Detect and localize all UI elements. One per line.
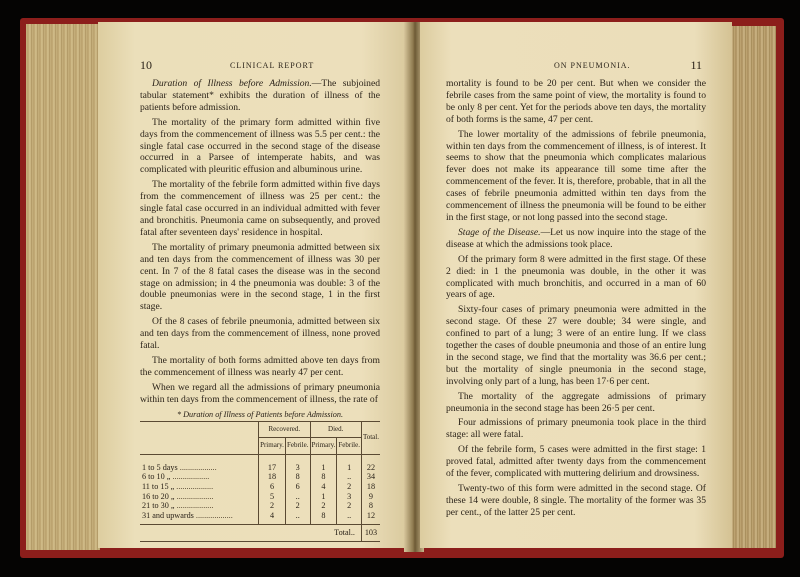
paragraph: Of the primary form 8 were admitted in the first stage. Of these 2 died: in 1 the pneumonia was double, in the other it was complicated with much bronchitis, and occurred in a man of 60 years of age. bbox=[446, 253, 706, 301]
right-running-head bbox=[446, 60, 706, 78]
duration-table bbox=[140, 421, 380, 542]
cell: 3 bbox=[337, 492, 362, 502]
total-value: 103 bbox=[361, 525, 380, 542]
paragraph: Of the 8 cases of febrile pneumonia, admitted between six and ten days from the commencement of illness, none proved fatal. bbox=[140, 316, 380, 352]
table-row bbox=[140, 454, 380, 472]
right-page-edges bbox=[728, 26, 776, 548]
cell: 18 bbox=[361, 482, 380, 492]
cell: 17 bbox=[259, 454, 286, 472]
table-total-row bbox=[140, 525, 380, 542]
paragraph: Sixty-four cases of primary pneumonia were admitted in the second stage. Of these 27 were double; 34 were single, and confined to part of a lung; 3 were of an entire lung. If we class together the cases of double pneumonia and those of an entire lung in the second stage, we find that the mortality was 36.6 per cent.; but the mortality of single pneumonia in the second stage, involving only part of a lung, has been 17·6 per cent. bbox=[446, 304, 706, 387]
section-heading: Duration of Illness before Admission. bbox=[152, 78, 312, 89]
cell: 8 bbox=[310, 511, 337, 525]
paragraph: The mortality of the aggregate admissions of primary pneumonia in the second stage has been 26·5 per cent. bbox=[446, 390, 706, 414]
paragraph: mortality is found to be 20 per cent. But when we consider the febrile cases from the same point of view, the mortality is found to be only 8 per cent. Yet for the periods above ten days, the mortality of both forms is the same, 47 per cent. bbox=[446, 78, 706, 125]
row-label: 6 to 10 „ .................. bbox=[142, 472, 210, 482]
right-page-number: 11 bbox=[690, 58, 702, 72]
paragraph: When we regard all the admissions of primary pneumonia within ten days from the commencement of illness, the rate of bbox=[140, 381, 380, 405]
cell: .. bbox=[285, 511, 310, 525]
header-total: Total. bbox=[361, 421, 380, 454]
cell: .. bbox=[337, 511, 362, 525]
cell: 9 bbox=[361, 492, 380, 502]
cell: 8 bbox=[310, 472, 337, 482]
cell: 6 bbox=[285, 482, 310, 492]
cell: 2 bbox=[259, 501, 286, 511]
right-page bbox=[420, 22, 732, 548]
paragraph: The mortality of both forms admitted above ten days from the commencement of illness was nearly 47 per cent. bbox=[140, 354, 380, 378]
paragraph bbox=[446, 227, 706, 251]
cell: 1 bbox=[310, 492, 337, 502]
cell: 4 bbox=[259, 511, 286, 525]
paragraph: Four admissions of primary pneumonia took place in the third stage: all were fatal. bbox=[446, 417, 706, 441]
cell: 34 bbox=[361, 472, 380, 482]
table-caption: * Duration of Illness of Patients before Admission. bbox=[176, 409, 344, 419]
left-page bbox=[98, 22, 408, 548]
header-primary: Primary. bbox=[259, 438, 286, 455]
cell: 18 bbox=[259, 472, 286, 482]
cell: 2 bbox=[337, 482, 362, 492]
paragraph: Of the febrile form, 5 cases were admitted in the first stage: 1 proved fatal, admitted after twenty days from the commencement of the fever, complicated with muttering delirium and drowsiness. bbox=[446, 444, 706, 480]
right-running-title: ON PNEUMONIA. bbox=[554, 61, 631, 70]
cell: 1 bbox=[337, 454, 362, 472]
cell: 2 bbox=[310, 501, 337, 511]
cell: 1 bbox=[310, 454, 337, 472]
paragraph: The lower mortality of the admissions of febrile pneumonia, within ten days from the commencement of illness, is of interest. It seems to show that the pneumonia which complicates malarious fever does not make its appearance till some time after the commencement of the fever. It is, therefore, probable, that in all the cases of febrile pneumonia admitted within ten days from the commencement of illness the pneumonia will be found to be either in the first stage, or not long passed into the second stage. bbox=[446, 128, 706, 223]
cell: 4 bbox=[310, 482, 337, 492]
cell: .. bbox=[285, 492, 310, 502]
table-row bbox=[140, 492, 380, 502]
header-primary: Primary. bbox=[310, 438, 337, 455]
header-died: Died. bbox=[310, 421, 361, 438]
table-row bbox=[140, 511, 380, 525]
table-corner bbox=[140, 421, 259, 454]
header-febrile: Febrile. bbox=[285, 438, 310, 455]
cell: 8 bbox=[285, 472, 310, 482]
paragraph: The mortality of primary pneumonia admitted between six and ten days from the commencement of illness was 30 per cent. In 7 of the 8 fatal cases the disease was in the second stage on admission; in 4 the pneumonia was double: 3 of the double pneumonias were in the second stage, 1 in the first stage. bbox=[140, 241, 380, 313]
cell: 6 bbox=[259, 482, 286, 492]
cell: 2 bbox=[337, 501, 362, 511]
paragraph-text: —The subjoined tabular statement* exhibits the duration of illness of the patients before admission. bbox=[140, 78, 381, 113]
table-row bbox=[140, 482, 380, 492]
header-febrile: Febrile. bbox=[337, 438, 362, 455]
header-recovered: Recovered. bbox=[259, 421, 310, 438]
cell: 12 bbox=[361, 511, 380, 525]
row-label: 31 and upwards .................. bbox=[142, 510, 233, 520]
row-label: 11 to 15 „ .................. bbox=[142, 481, 214, 491]
paragraph bbox=[140, 78, 380, 114]
cell: 2 bbox=[285, 501, 310, 511]
cell: 22 bbox=[361, 454, 380, 472]
section-heading: Stage of the Disease. bbox=[458, 226, 541, 238]
paragraph: The mortality of the febrile form admitted within five days from the commencement of illness was 25 per cent.: the single fatal case occurred in an individual admitted with fever and bronchitis. Pneumonia came on subsequently, and proved fatal after seventeen days' residence in hospital. bbox=[140, 179, 380, 238]
cell: .. bbox=[337, 472, 362, 482]
table-row bbox=[140, 501, 380, 511]
total-label: Total.. bbox=[140, 525, 361, 542]
left-page-number: 10 bbox=[140, 58, 152, 72]
paragraph: Twenty-two of this form were admitted in the second stage. Of these 14 were double, 8 single. The mortality of the former was 35 per cent., of the latter 25 per cent. bbox=[446, 483, 706, 518]
row-label: 1 to 5 days .................. bbox=[142, 462, 217, 472]
row-label: 16 to 20 „ .................. bbox=[142, 491, 214, 501]
left-page-edges bbox=[26, 24, 100, 550]
table-row bbox=[140, 472, 380, 482]
paragraph-text: —Let us now inquire into the stage of the disease at which the admissions took place. bbox=[446, 226, 706, 250]
cell: 5 bbox=[259, 492, 286, 502]
cell: 8 bbox=[361, 501, 380, 511]
left-running-title: CLINICAL REPORT bbox=[230, 61, 315, 70]
paragraph: The mortality of the primary form admitted within five days from the commencement of illness was 5.5 per cent.: the single fatal case occurred in the second stage of the disease occurred in a Parsee of intemperate habits, and was complicated with pleuritic effusion and albuminous urine. bbox=[140, 116, 380, 176]
left-running-head bbox=[140, 60, 380, 78]
row-label: 21 to 30 „ .................. bbox=[142, 501, 214, 511]
cell: 3 bbox=[285, 454, 310, 472]
